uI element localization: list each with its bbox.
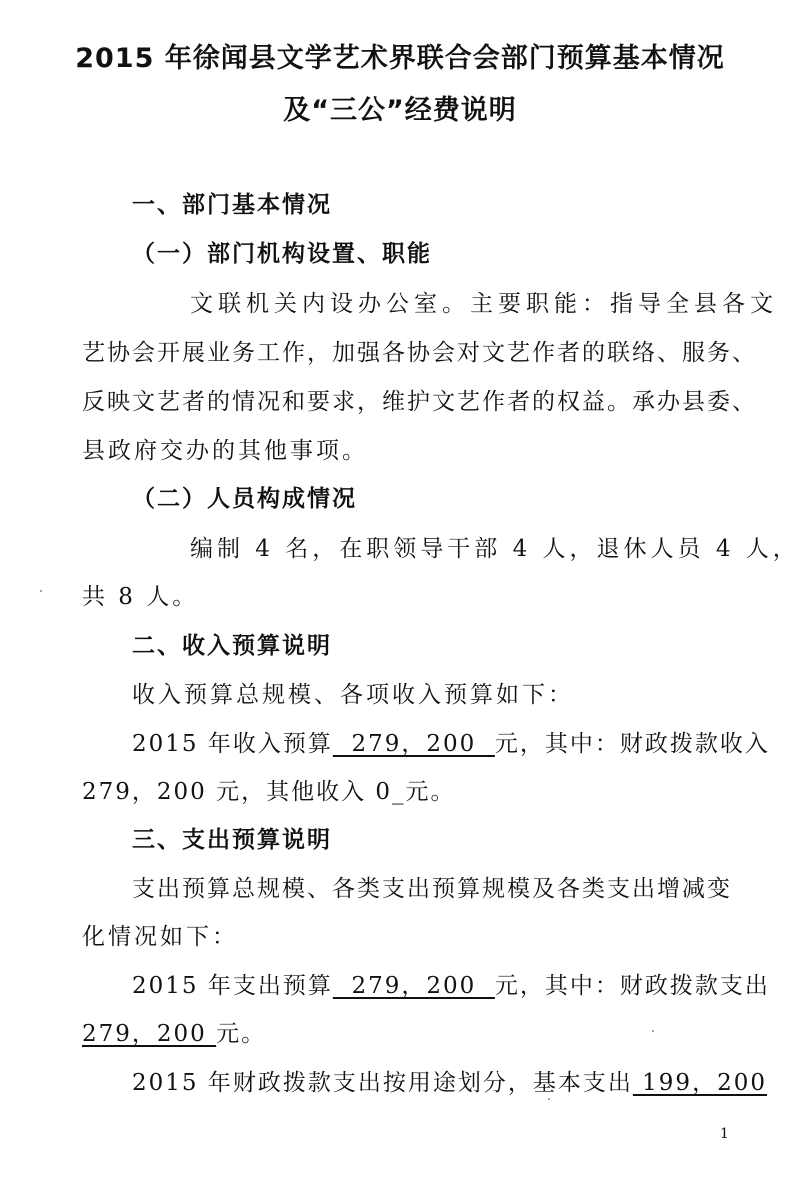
basic-expense-amount: 199，200	[632, 1070, 767, 1096]
page-number: 1	[720, 1126, 729, 1142]
expense-total-amount: 279，200	[82, 1021, 217, 1047]
section3-heading: 三、支出预算说明	[132, 827, 332, 853]
income-budget-amount: 279，200	[332, 731, 495, 757]
expense-total-line	[82, 1015, 266, 1048]
paragraph-line: 文联机关内设办公室。主要职能：指导全县各文	[190, 291, 778, 317]
scan-speck	[40, 590, 42, 592]
document-title-line2: 及“三公”经费说明	[283, 95, 517, 126]
section2-heading: 二、收入预算说明	[132, 633, 332, 659]
paragraph-line: 支出预算总规模、各类支出预算规模及各类支出增减变	[132, 876, 732, 902]
paragraph-line: 艺协会开展业务工作，加强各协会对文艺作者的联络、服务、	[82, 340, 757, 366]
scan-speck	[652, 1030, 654, 1032]
paragraph-line: 县政府交办的其他事项。	[82, 438, 368, 464]
income-budget-text: 元，其中：财政拨款收入	[494, 731, 770, 757]
paragraph-line: 化情况如下：	[82, 924, 238, 950]
document-title-line1: 2015 年徐闻县文学艺术界联合会部门预算基本情况	[75, 43, 725, 74]
scan-speck	[548, 1098, 550, 1100]
expense-budget-amount: 279，200	[332, 973, 495, 999]
expense-budget-label: 2015 年支出预算	[132, 973, 333, 999]
section1-sub2-heading: （二）人员构成情况	[132, 486, 357, 512]
paragraph-line: 收入预算总规模、各项收入预算如下：	[132, 682, 574, 708]
expense-budget-line	[132, 967, 770, 1000]
paragraph-line: 279，200 元，其他收入 0_元。	[82, 779, 456, 805]
section1-sub1-heading: （一）部门机构设置、职能	[132, 241, 432, 267]
basic-expense-line	[132, 1064, 767, 1097]
expense-budget-text: 元，其中：财政拨款支出	[494, 973, 770, 999]
income-budget-label: 2015 年收入预算	[132, 731, 333, 757]
income-budget-line	[132, 725, 770, 758]
basic-expense-text: 2015 年财政拨款支出按用途划分，基本支出	[132, 1070, 633, 1096]
section1-heading: 一、部门基本情况	[132, 192, 332, 218]
paragraph-line: 共 8 人。	[82, 584, 199, 610]
paragraph-line: 反映文艺者的情况和要求，维护文艺作者的权益。承办县委、	[82, 389, 757, 415]
expense-total-text: 元。	[216, 1021, 267, 1047]
paragraph-line: 编制 4 名，在职领导干部 4 人，退休人员 4 人，	[190, 536, 800, 562]
